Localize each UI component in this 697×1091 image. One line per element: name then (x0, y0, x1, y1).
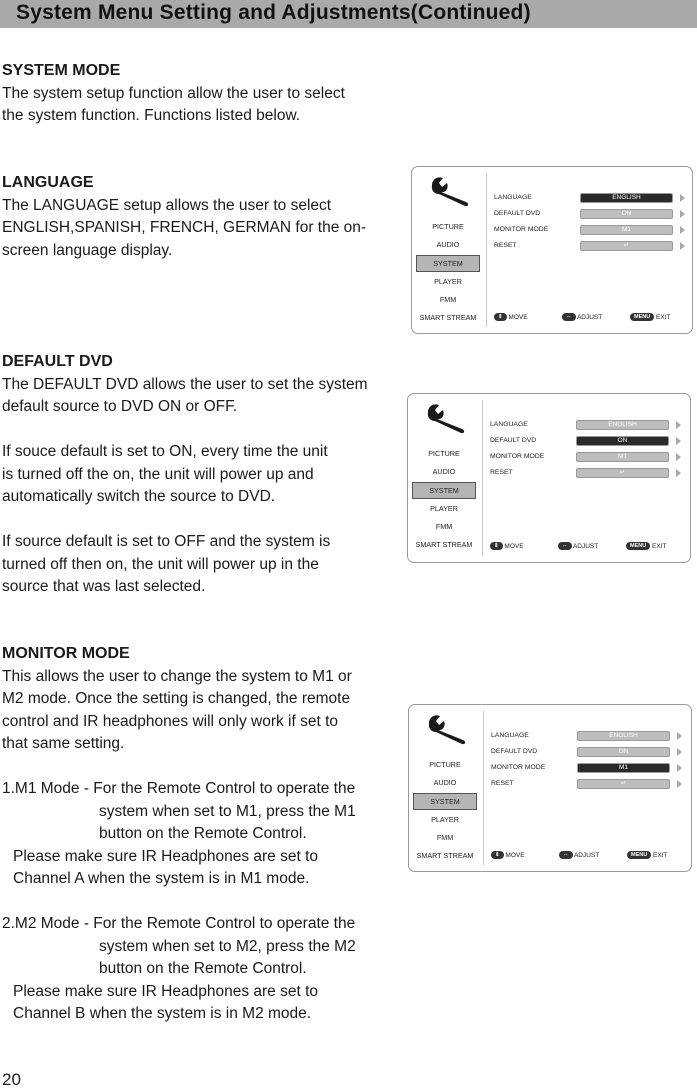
m1-line: system when set to M1, press the M1 (99, 802, 356, 820)
osd-setting-value[interactable]: ↵ (576, 468, 669, 478)
osd-screen-language (411, 166, 693, 334)
osd-setting-label: DEFAULT DVD (491, 748, 538, 755)
default-dvd-heading: DEFAULT DVD (2, 353, 113, 370)
osd-setting-label: RESET (490, 469, 513, 476)
arrow-right-icon[interactable] (676, 453, 681, 461)
osd-footer-adjust (558, 542, 598, 551)
osd-setting-value[interactable]: M1 (577, 763, 670, 773)
osd-menu-item[interactable]: SYSTEM (416, 255, 480, 272)
osd-setting-value[interactable]: M1 (576, 452, 669, 462)
adjust-key-icon: ⇔ (562, 313, 576, 321)
osd-menu-item[interactable]: PICTURE (428, 449, 460, 458)
osd-footer-exit (626, 542, 666, 551)
osd-setting-label: LANGUAGE (491, 732, 529, 739)
page-title: System Menu Setting and Adjustments(Continued) (16, 1, 531, 24)
move-key-icon: ⇕ (491, 851, 504, 859)
footer-adjust-label: ADJUST (572, 543, 599, 550)
m2-line: button on the Remote Control. (99, 960, 307, 977)
paragraph-line: automatically switch the source to DVD. (2, 488, 276, 505)
paragraph-line: the system function. Functions listed below. (2, 107, 301, 124)
osd-divider (483, 711, 484, 865)
paragraph-line: The DEFAULT DVD allows the user to set the system (2, 375, 368, 393)
m1-note: Please make sure IR Headphones are set to (13, 847, 319, 865)
osd-setting-label: MONITOR MODE (494, 226, 549, 233)
arrow-right-icon[interactable] (680, 210, 685, 218)
osd-menu-item[interactable]: SYSTEM (412, 482, 476, 499)
paragraph-line: The LANGUAGE setup allows the user to select (2, 196, 332, 214)
header-bar (0, 0, 697, 28)
osd-setting-value[interactable]: M1 (580, 225, 673, 235)
osd-setting-label: RESET (491, 780, 514, 787)
adjust-key-icon: ⇔ (558, 542, 572, 550)
osd-setting-value[interactable]: ON (576, 436, 669, 446)
m2-note: Please make sure IR Headphones are set to (13, 982, 319, 1000)
osd-side-menu (413, 756, 477, 865)
footer-exit-label: EXIT (653, 852, 668, 859)
adjust-key-icon: ⇔ (559, 851, 573, 859)
paragraph-line: If souce default is set to ON, every time the unit (2, 443, 328, 460)
osd-menu-item[interactable]: AUDIO (433, 778, 457, 787)
m2-line: system when set to M2, press the M2 (99, 937, 356, 955)
osd-menu-item[interactable]: PICTURE (429, 760, 461, 769)
wrench-icon (425, 713, 471, 745)
paragraph-line: that same setting. (2, 735, 125, 752)
paragraph-line: default source to DVD ON or OFF. (2, 398, 238, 415)
osd-screen-monitor-mode (408, 704, 692, 872)
osd-footer-move (490, 542, 524, 551)
paragraph-line: ENGLISH,SPANISH, FRENCH, GERMAN for the on- (2, 219, 367, 236)
osd-menu-item[interactable]: FMM (439, 295, 457, 304)
footer-move-label: MOVE (508, 314, 528, 321)
osd-setting-value[interactable]: ENGLISH (580, 193, 673, 203)
osd-footer-adjust (562, 313, 602, 322)
default-dvd-section (2, 351, 402, 599)
osd-setting-value[interactable]: ↵ (577, 779, 670, 789)
osd-menu-item[interactable]: SMART STREAM (415, 540, 473, 549)
osd-menu-item[interactable]: PICTURE (432, 222, 464, 231)
arrow-right-icon[interactable] (680, 242, 685, 250)
paragraph-line: control and IR headphones will only work if set to (2, 712, 339, 730)
arrow-right-icon[interactable] (680, 226, 685, 234)
language-heading: LANGUAGE (2, 174, 94, 191)
paragraph-line: is turned off the on, the unit will power up and (2, 465, 314, 483)
osd-setting-label: MONITOR MODE (491, 764, 546, 771)
osd-menu-item[interactable]: PLAYER (434, 277, 462, 286)
m1-line: button on the Remote Control. (99, 825, 307, 842)
move-key-icon: ⇕ (490, 542, 503, 550)
system-mode-heading: SYSTEM MODE (2, 62, 121, 79)
osd-setting-label: MONITOR MODE (490, 453, 545, 460)
wrench-icon (428, 175, 474, 207)
osd-setting-value[interactable]: ENGLISH (576, 420, 669, 430)
menu-key-icon: MENU (627, 851, 651, 859)
osd-footer-exit (630, 313, 670, 322)
m1-note: Channel A when the system is in M1 mode. (13, 870, 310, 887)
arrow-right-icon[interactable] (677, 732, 682, 740)
monitor-mode-heading: MONITOR MODE (2, 645, 130, 662)
osd-divider (482, 400, 483, 556)
osd-setting-label: LANGUAGE (494, 194, 532, 201)
paragraph-line: screen language display. (2, 241, 173, 259)
footer-exit-label: EXIT (652, 543, 667, 550)
paragraph-line: This allows the user to change the system to M1 or (2, 667, 352, 685)
arrow-right-icon[interactable] (677, 780, 682, 788)
osd-setting-label: RESET (494, 242, 517, 249)
menu-key-icon: MENU (626, 542, 650, 550)
paragraph-line: turned off then on, the unit will power up in the (2, 555, 319, 573)
osd-menu-item[interactable]: PLAYER (431, 815, 459, 824)
osd-screen-default-dvd (407, 393, 691, 563)
language-section (2, 172, 402, 262)
osd-menu-item[interactable]: SYSTEM (413, 793, 477, 810)
osd-menu-item[interactable]: SMART STREAM (416, 851, 474, 860)
osd-setting-value[interactable]: ↵ (580, 241, 673, 251)
page-number: 20 (2, 1070, 21, 1089)
wrench-icon (424, 402, 470, 434)
osd-divider (486, 173, 487, 327)
osd-side-menu (412, 445, 476, 554)
paragraph-line: source that was last selected. (2, 578, 206, 595)
osd-footer-move (494, 313, 528, 322)
osd-setting-label: DEFAULT DVD (490, 437, 537, 444)
osd-footer-move (491, 851, 525, 860)
system-mode-section (2, 60, 402, 128)
arrow-right-icon[interactable] (676, 469, 681, 477)
m2-line: 2.M2 Mode - For the Remote Control to operate the (2, 915, 356, 932)
osd-menu-item[interactable]: FMM (435, 522, 453, 531)
osd-setting-value[interactable]: ENGLISH (577, 731, 670, 741)
osd-setting-value[interactable]: ON (580, 209, 673, 219)
footer-move-label: MOVE (505, 852, 525, 859)
osd-menu-item[interactable]: SMART STREAM (419, 313, 477, 322)
arrow-right-icon[interactable] (677, 748, 682, 756)
osd-footer-exit (627, 851, 667, 860)
footer-adjust-label: ADJUST (576, 314, 603, 321)
footer-exit-label: EXIT (656, 314, 671, 321)
paragraph-line: M2 mode. Once the setting is changed, the remote (2, 690, 351, 707)
osd-menu-item[interactable]: AUDIO (432, 467, 456, 476)
footer-adjust-label: ADJUST (573, 852, 600, 859)
osd-setting-label: DEFAULT DVD (494, 210, 541, 217)
m1-line: 1.M1 Mode - For the Remote Control to operate the (2, 780, 356, 797)
osd-menu-item[interactable]: AUDIO (436, 240, 460, 249)
menu-key-icon: MENU (630, 313, 654, 321)
osd-setting-value[interactable]: ON (577, 747, 670, 757)
osd-setting-label: LANGUAGE (490, 421, 528, 428)
arrow-right-icon[interactable] (676, 421, 681, 429)
osd-footer-adjust (559, 851, 599, 860)
osd-menu-item[interactable]: FMM (436, 833, 454, 842)
m2-note: Channel B when the system is in M2 mode. (13, 1005, 312, 1022)
monitor-mode-section (2, 643, 402, 1026)
osd-side-menu (416, 218, 480, 327)
arrow-right-icon[interactable] (680, 194, 685, 202)
arrow-right-icon[interactable] (676, 437, 681, 445)
move-key-icon: ⇕ (494, 313, 507, 321)
paragraph-line: The system setup function allow the user to select (2, 84, 345, 102)
arrow-right-icon[interactable] (677, 764, 682, 772)
osd-menu-item[interactable]: PLAYER (430, 504, 458, 513)
footer-move-label: MOVE (504, 543, 524, 550)
paragraph-line: If source default is set to OFF and the system is (2, 533, 331, 550)
